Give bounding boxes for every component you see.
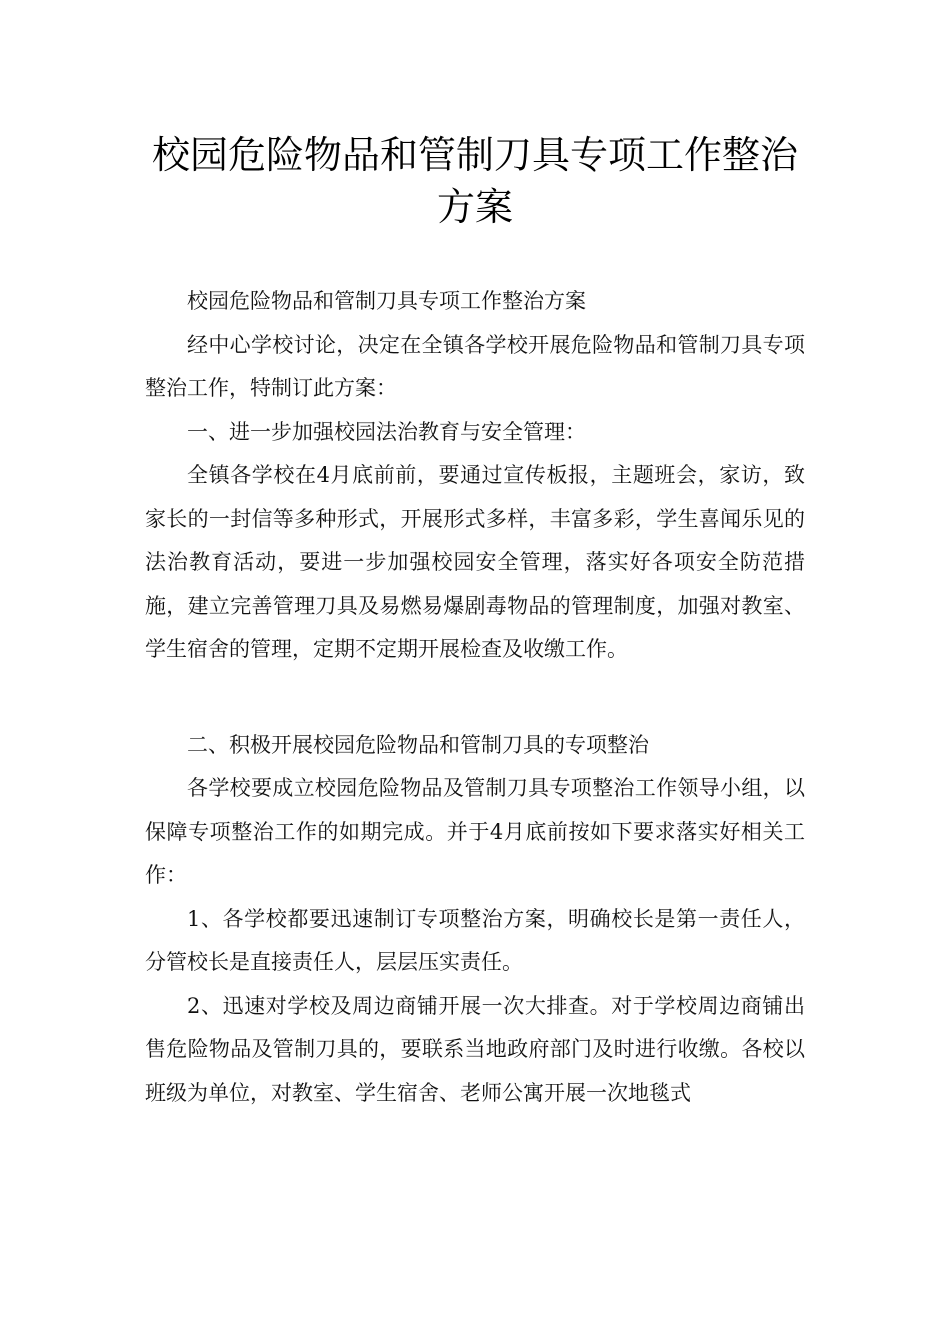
paragraph-section-2: 各学校要成立校园危险物品及管制刀具专项整治工作领导小组，以保障专项整治工作的如期完成。并于4月底前按如下要求落实好相关工作： (145, 776, 805, 887)
section-heading-1: 一、进一步加强校园法治教育与安全管理： (187, 419, 586, 444)
paragraph-intro: 经中心学校讨论，决定在全镇各学校开展危险物品和管制刀具专项整治工作，特制订此方案： (145, 332, 805, 400)
paragraph-heading-repeat: 校园危险物品和管制刀具专项工作整治方案 (187, 289, 586, 313)
document-body (145, 280, 805, 1115)
list-item-2: 2、迅速对学校及周边商铺开展一次大排查。对于学校周边商铺出售危险物品及管制刀具的，要联系当地政府部门及时进行收缴。各校以班级为单位，对教室、学生宿舍、老师公寓开展一次地毯式 (145, 993, 805, 1105)
section-heading-2: 二、积极开展校园危险物品和管制刀具的专项整治 (187, 732, 649, 757)
paragraph-section-1: 全镇各学校在4月底前前，要通过宣传板报，主题班会，家访，致家长的一封信等多种形式，开展形式多样，丰富多彩，学生喜闻乐见的法治教育活动，要进一步加强校园安全管理，落实好各项安全防范措施，建立完善管理刀具及易燃易爆剧毒物品的管理制度，加强对教室、学生宿舍的管理，定期不定期开展检查及收缴工作。 (145, 463, 805, 661)
document-title-line-2: 方案 (436, 185, 513, 229)
paragraph-gap (145, 672, 805, 724)
document-title-line-1: 校园危险物品和管制刀具专项工作整治 (151, 133, 798, 177)
list-item-1: 1、各学校都要迅速制订专项整治方案，明确校长是第一责任人，分管校长是直接责任人，层层压实责任。 (145, 906, 805, 974)
